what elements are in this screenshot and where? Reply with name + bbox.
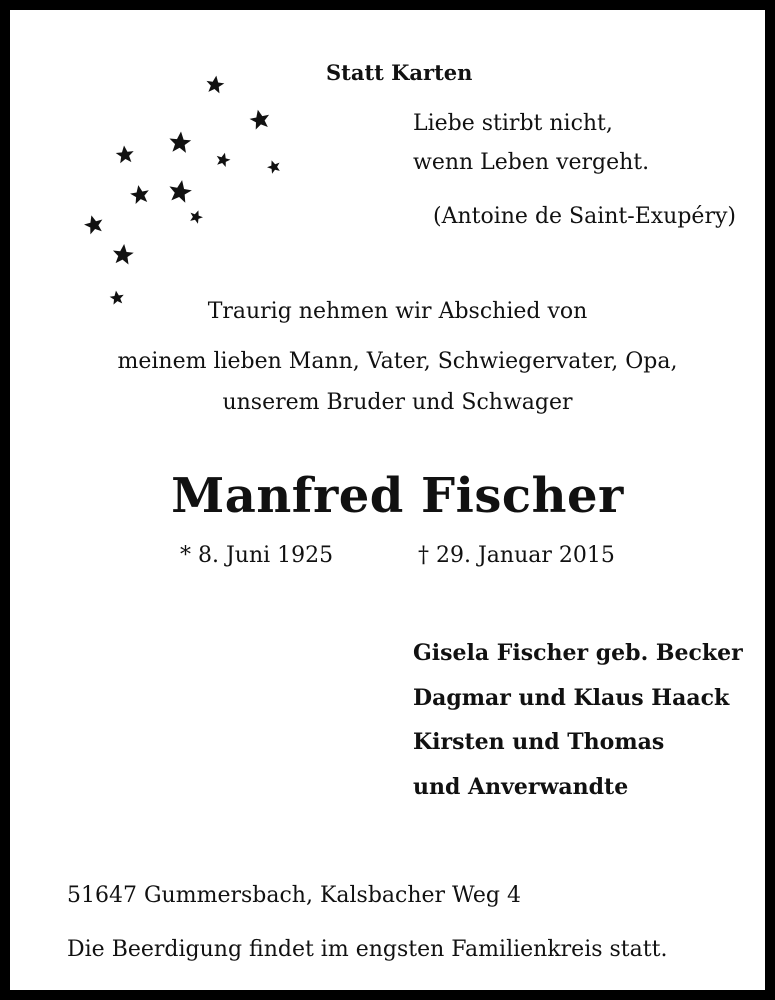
star-icon <box>115 145 135 164</box>
family-member: Kirsten und Thomas <box>413 729 665 755</box>
star-icon <box>248 108 271 131</box>
statt-karten-heading: Statt Karten <box>326 60 473 85</box>
deceased-name: Manfred Fischer <box>171 468 624 524</box>
star-icon <box>112 243 135 265</box>
star-icon <box>265 158 282 174</box>
star-icon <box>167 178 193 203</box>
quote-line-1: Liebe stirbt nicht, <box>413 111 613 136</box>
star-icon <box>82 213 105 235</box>
stars-icon <box>70 65 300 325</box>
intro-line-3: unserem Bruder und Schwager <box>222 390 573 415</box>
funeral-note: Die Beerdigung findet im engsten Familienkreis statt. <box>67 937 668 962</box>
star-icon <box>205 74 225 94</box>
star-icon <box>129 184 151 205</box>
intro-line-1: Traurig nehmen wir Abschied von <box>207 299 588 324</box>
star-icon <box>168 131 192 154</box>
family-member: Gisela Fischer geb. Becker <box>413 640 743 666</box>
birth-date: * 8. Juni 1925 <box>180 543 334 568</box>
address: 51647 Gummersbach, Kalsbacher Weg 4 <box>67 883 521 908</box>
family-member: Dagmar und Klaus Haack <box>413 685 730 711</box>
family-member: und Anverwandte <box>413 774 629 800</box>
quote-line-2: wenn Leben vergeht. <box>413 150 650 175</box>
star-icon <box>215 151 232 168</box>
quote-author: (Antoine de Saint-Exupéry) <box>433 204 736 229</box>
intro-line-2: meinem lieben Mann, Vater, Schwiegervater, Opa, <box>117 349 678 374</box>
star-icon <box>188 208 205 224</box>
death-date: † 29. Januar 2015 <box>418 543 615 568</box>
